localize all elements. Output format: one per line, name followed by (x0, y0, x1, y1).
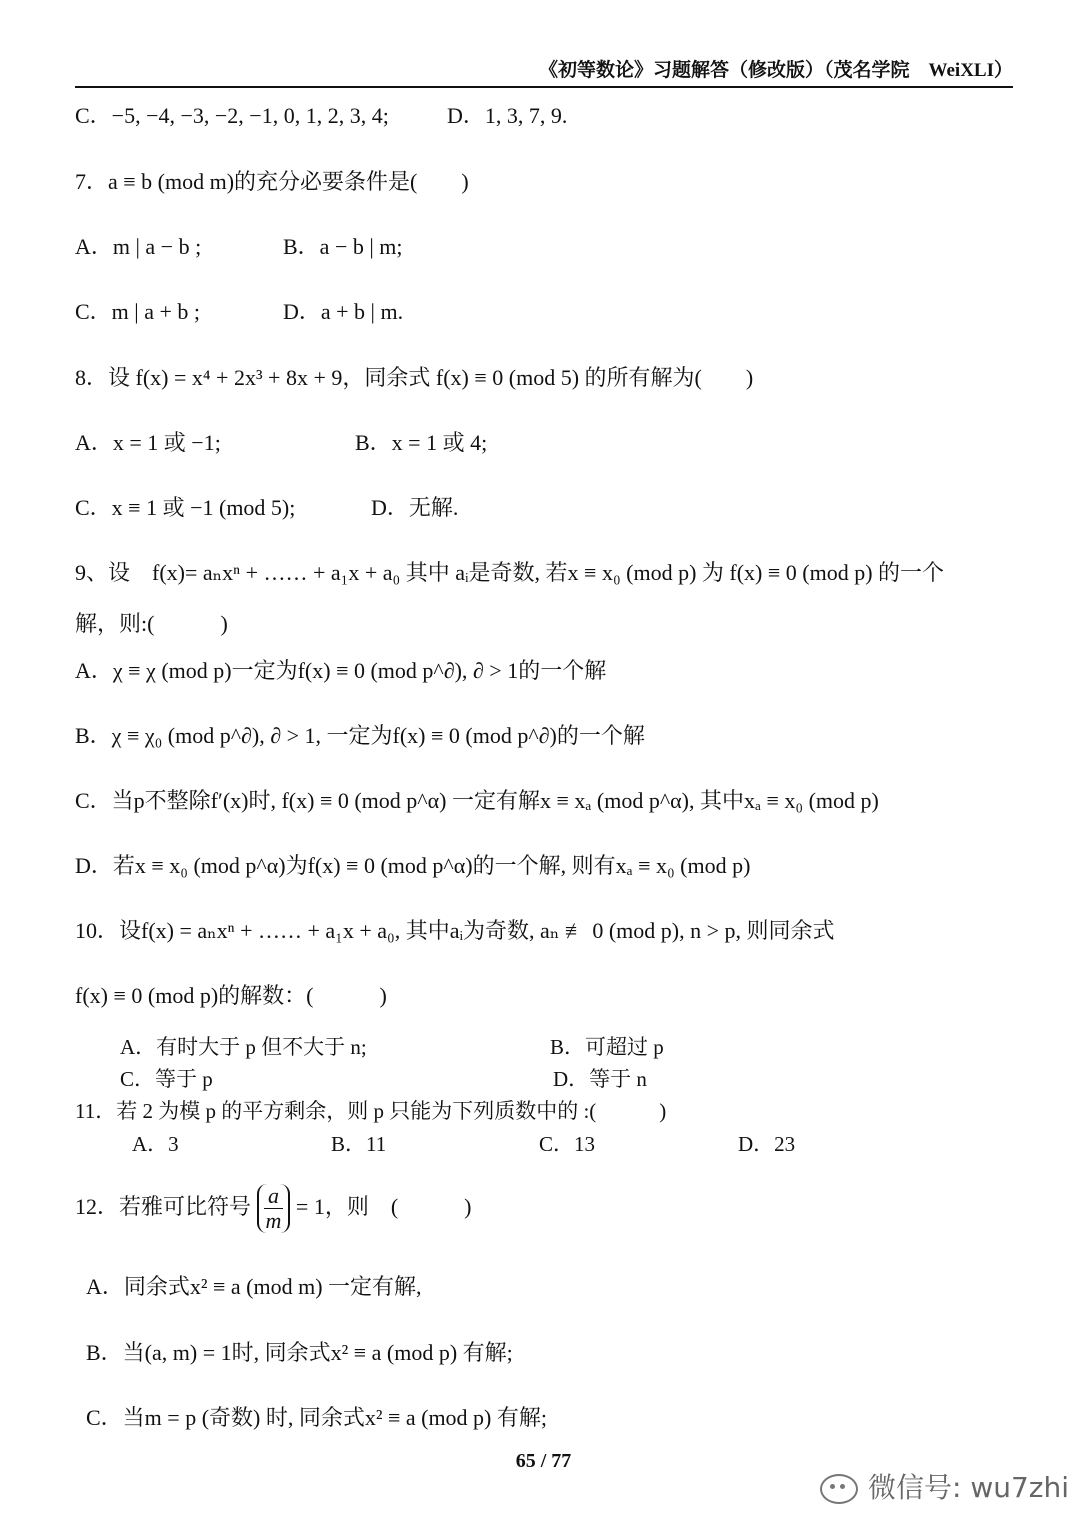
page-number: 65 / 77 (515, 1450, 572, 1472)
option-c: C．当p不整除f′(x)时, f(x) ≡ 0 (mod p^α) 一定有解x ≡ xₐ (mod p^α), 其中xₐ ≡ x₀ (mod p) (75, 788, 879, 813)
option-d: D．等于 n (553, 1067, 647, 1091)
question-9-text-cont: 解，则:( ) (75, 611, 228, 636)
question-7 (75, 168, 469, 196)
option-c: C．−5, −4, −3, −2, −1, 0, 1, 2, 3, 4; (75, 103, 389, 128)
q12-option-a (86, 1273, 422, 1301)
header-text: 《初等数论》习题解答（修改版）（茂名学院 WeiXLI） (539, 60, 1013, 81)
q8-options-cd (75, 494, 459, 522)
q9-option-d (75, 852, 750, 880)
option-a: A．m | a − b ; (75, 234, 202, 259)
question-9-cont (75, 610, 228, 638)
question-7-text: 7．a ≡ b (mod m)的充分必要条件是( ) (75, 169, 469, 194)
option-b: B．11 (331, 1132, 387, 1156)
option-c: C．等于 p (120, 1067, 213, 1091)
question-10-text: 10．设f(x) = aₙxⁿ + …… + a₁x + a₀, 其中aᵢ为奇数, aₙ ≢ 0 (mod p), n > p, 则同余式 (75, 918, 835, 943)
q10-options-cd (120, 1065, 647, 1093)
option-d: D．a + b | m. (283, 299, 404, 324)
question-11-text: 11．若 2 为模 p 的平方剩余，则 p 只能为下列质数中的 :( ) (75, 1099, 667, 1123)
q12-option-c (86, 1404, 547, 1432)
question-9 (75, 559, 944, 587)
q7-options-cd (75, 298, 404, 326)
option-b: B．a − b | m; (283, 234, 403, 259)
option-b: B．χ ≡ χ₀ (mod p^∂), ∂ > 1, 一定为f(x) ≡ 0 (mod p^∂)的一个解 (75, 723, 645, 748)
question-10-cont (75, 982, 387, 1010)
question-8-text: 8．设 f(x) = x⁴ + 2x³ + 8x + 9，同余式 f(x) ≡ 0 (mod 5) 的所有解为( ) (75, 365, 754, 390)
question-10 (75, 917, 835, 945)
watermark-text: 微信号: wu7zhi (868, 1471, 1070, 1504)
option-c: C．m | a + b ; (75, 299, 200, 324)
option-c: C．x ≡ 1 或 −1 (mod 5); (75, 495, 296, 520)
question-12-text-end: = 1，则 ( ) (295, 1194, 472, 1219)
q10-options-ab (120, 1033, 664, 1061)
option-b: B．当(a, m) = 1时, 同余式x² ≡ a (mod p) 有解; (86, 1340, 513, 1365)
wechat-icon (820, 1474, 858, 1504)
q7-options-ab (75, 233, 403, 261)
jacobi-numerator: a (264, 1184, 284, 1209)
question-8 (75, 364, 753, 392)
option-d: D．23 (738, 1132, 796, 1156)
q9-option-b (75, 722, 645, 750)
q12-option-b (86, 1339, 513, 1367)
q9-option-c (75, 787, 879, 815)
option-a: A．χ ≡ χ (mod p)一定为f(x) ≡ 0 (mod p^∂), ∂ > 1的一个解 (75, 658, 607, 683)
jacobi-symbol (257, 1184, 291, 1233)
option-d: D．若x ≡ x₀ (mod p^α)为f(x) ≡ 0 (mod p^α)的一个解, 则有xₐ ≡ x₀ (mod p) (75, 853, 751, 878)
page-header (75, 58, 1013, 88)
option-a: A．有时大于 p 但不大于 n; (120, 1035, 367, 1059)
option-a: A．3 (132, 1132, 179, 1156)
option-a: A．x = 1 或 −1; (75, 430, 221, 455)
option-b: B．可超过 p (550, 1035, 664, 1059)
option-b: B．x = 1 或 4; (355, 430, 488, 455)
q11-options (132, 1130, 796, 1158)
question-12-text: 12．若雅可比符号 (75, 1194, 252, 1219)
watermark (820, 1466, 1069, 1506)
option-a: A．同余式x² ≡ a (mod m) 一定有解, (86, 1274, 422, 1299)
option-d: D．无解. (371, 495, 459, 520)
option-d: D．1, 3, 7, 9. (447, 103, 568, 128)
q6-options-cd (75, 102, 568, 130)
question-12 (75, 1180, 471, 1234)
question-11 (75, 1097, 666, 1125)
q9-option-a (75, 657, 606, 685)
option-c: C．当m = p (奇数) 时, 同余式x² ≡ a (mod p) 有解; (86, 1405, 547, 1430)
jacobi-denominator: m (265, 1208, 282, 1234)
question-9-text: 9、设 f(x)= aₙxⁿ + …… + a₁x + a₀ 其中 aᵢ是奇数, 若x ≡ x₀ (mod p) 为 f(x) ≡ 0 (mod p) 的一个 (75, 560, 945, 585)
question-10-text-cont: f(x) ≡ 0 (mod p)的解数：( ) (75, 983, 387, 1008)
q8-options-ab (75, 429, 488, 457)
option-c: C．13 (539, 1132, 596, 1156)
